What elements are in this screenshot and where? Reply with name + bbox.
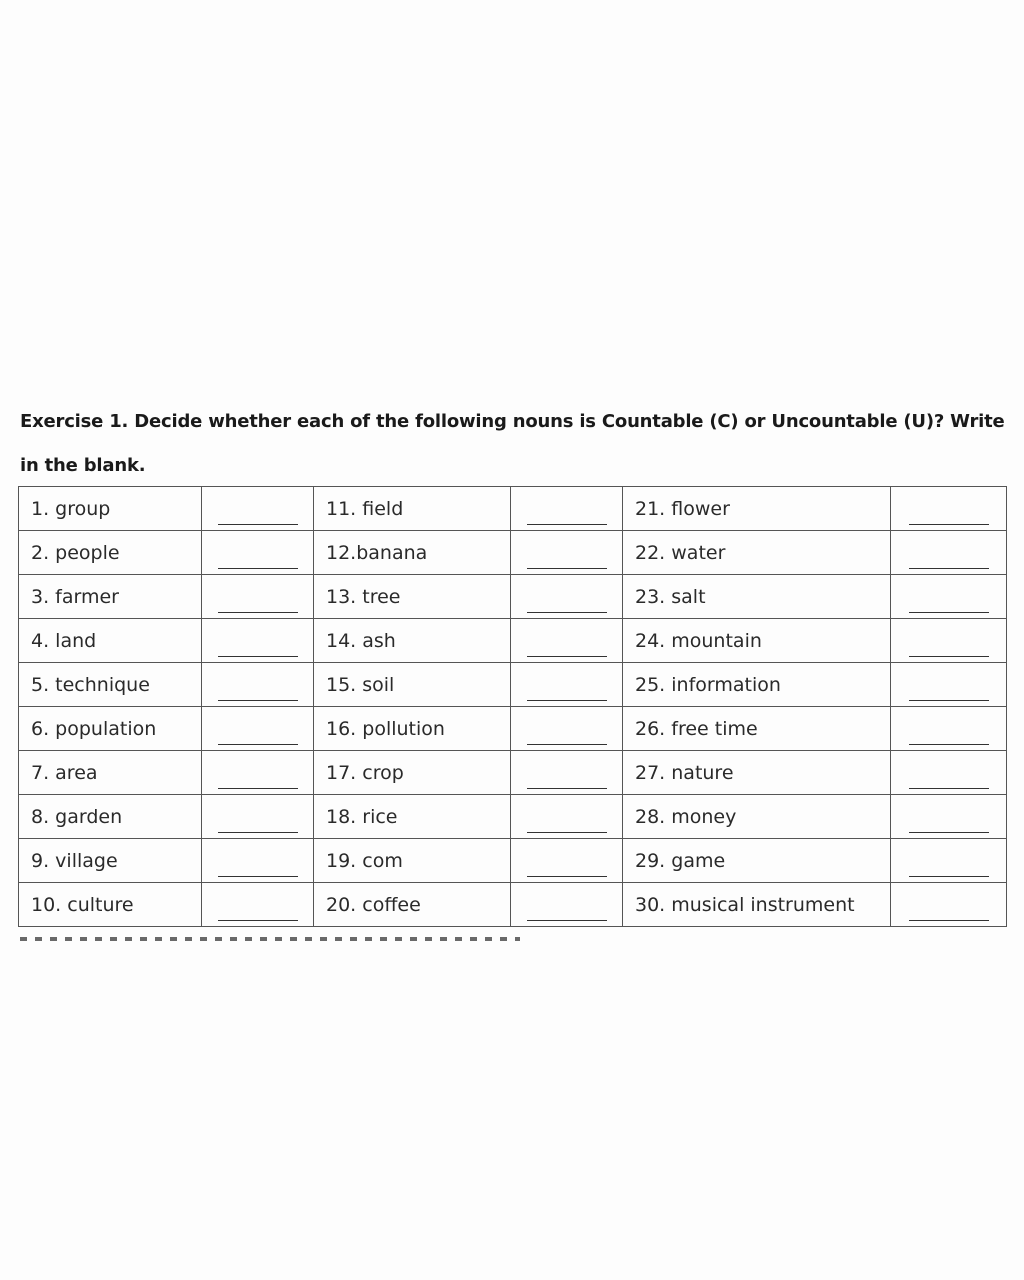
answer-blank[interactable]: [891, 883, 1007, 927]
blank-line: [527, 612, 607, 613]
exercise-instructions: [20, 400, 1010, 488]
table-row: [19, 839, 1007, 883]
table-row: [19, 531, 1007, 575]
noun-cell: 11. field: [314, 487, 511, 531]
noun-cell: 6. population: [19, 707, 202, 751]
noun-cell: 28. money: [623, 795, 891, 839]
blank-line: [527, 568, 607, 569]
noun-cell: 22. water: [623, 531, 891, 575]
answer-blank[interactable]: [891, 795, 1007, 839]
noun-cell: 10. culture: [19, 883, 202, 927]
noun-cell: 27. nature: [623, 751, 891, 795]
answer-blank[interactable]: [891, 751, 1007, 795]
blank-line: [218, 700, 298, 701]
noun-cell: 30. musical instrument: [623, 883, 891, 927]
table-row: [19, 575, 1007, 619]
noun-cell: 19. com: [314, 839, 511, 883]
noun-cell: 15. soil: [314, 663, 511, 707]
answer-blank[interactable]: [202, 619, 314, 663]
blank-line: [909, 524, 989, 525]
blank-line: [218, 744, 298, 745]
noun-cell: 29. game: [623, 839, 891, 883]
noun-cell: 8. garden: [19, 795, 202, 839]
noun-cell: 13. tree: [314, 575, 511, 619]
blank-line: [909, 568, 989, 569]
answer-blank[interactable]: [202, 531, 314, 575]
answer-blank[interactable]: [511, 883, 623, 927]
answer-blank[interactable]: [511, 751, 623, 795]
answer-blank[interactable]: [511, 531, 623, 575]
noun-cell: 25. information: [623, 663, 891, 707]
answer-blank[interactable]: [202, 883, 314, 927]
answer-blank[interactable]: [202, 707, 314, 751]
table-row: [19, 619, 1007, 663]
noun-cell: 20. coffee: [314, 883, 511, 927]
noun-cell: 23. salt: [623, 575, 891, 619]
answer-blank[interactable]: [202, 663, 314, 707]
exercise-title-line-1: Exercise 1. Decide whether each of the following nouns is Countable (C) or Uncountable (U)? Write: [20, 411, 1005, 432]
blank-line: [909, 700, 989, 701]
table-row: [19, 487, 1007, 531]
blank-line: [218, 612, 298, 613]
answer-blank[interactable]: [511, 663, 623, 707]
blank-line: [218, 524, 298, 525]
exercise-title-line-2: in the blank.: [20, 455, 146, 476]
answer-blank[interactable]: [202, 839, 314, 883]
blank-line: [909, 876, 989, 877]
blank-line: [527, 876, 607, 877]
table-row: [19, 707, 1007, 751]
answer-blank[interactable]: [202, 795, 314, 839]
noun-cell: 4. land: [19, 619, 202, 663]
noun-cell: 12.banana: [314, 531, 511, 575]
blank-line: [218, 656, 298, 657]
noun-cell: 16. pollution: [314, 707, 511, 751]
noun-cell: 7. area: [19, 751, 202, 795]
blank-line: [909, 788, 989, 789]
blank-line: [909, 744, 989, 745]
answer-blank[interactable]: [202, 487, 314, 531]
blank-line: [909, 612, 989, 613]
answer-blank[interactable]: [511, 619, 623, 663]
table-row: [19, 883, 1007, 927]
answer-blank[interactable]: [891, 531, 1007, 575]
blank-line: [527, 920, 607, 921]
page-cut-edge: [20, 937, 520, 941]
noun-cell: 26. free time: [623, 707, 891, 751]
answer-blank[interactable]: [891, 663, 1007, 707]
blank-line: [218, 788, 298, 789]
noun-cell: 5. technique: [19, 663, 202, 707]
noun-cell: 24. mountain: [623, 619, 891, 663]
blank-line: [527, 656, 607, 657]
noun-cell: 18. rice: [314, 795, 511, 839]
table-row: [19, 663, 1007, 707]
noun-table: [18, 486, 1007, 927]
blank-line: [527, 700, 607, 701]
noun-cell: 17. crop: [314, 751, 511, 795]
noun-cell: 3. farmer: [19, 575, 202, 619]
answer-blank[interactable]: [891, 619, 1007, 663]
blank-line: [218, 832, 298, 833]
answer-blank[interactable]: [202, 575, 314, 619]
table-row: [19, 795, 1007, 839]
blank-line: [527, 524, 607, 525]
answer-blank[interactable]: [511, 795, 623, 839]
blank-line: [909, 920, 989, 921]
table-row: [19, 751, 1007, 795]
noun-cell: 21. flower: [623, 487, 891, 531]
blank-line: [527, 832, 607, 833]
answer-blank[interactable]: [511, 707, 623, 751]
blank-line: [527, 744, 607, 745]
answer-blank[interactable]: [891, 707, 1007, 751]
blank-line: [218, 920, 298, 921]
noun-cell: 2. people: [19, 531, 202, 575]
answer-blank[interactable]: [511, 839, 623, 883]
noun-cell: 9. village: [19, 839, 202, 883]
noun-cell: 1. group: [19, 487, 202, 531]
answer-blank[interactable]: [202, 751, 314, 795]
blank-line: [909, 832, 989, 833]
answer-blank[interactable]: [891, 487, 1007, 531]
answer-blank[interactable]: [511, 487, 623, 531]
noun-cell: 14. ash: [314, 619, 511, 663]
blank-line: [218, 876, 298, 877]
blank-line: [218, 568, 298, 569]
blank-line: [527, 788, 607, 789]
answer-blank[interactable]: [511, 575, 623, 619]
answer-blank[interactable]: [891, 575, 1007, 619]
blank-line: [909, 656, 989, 657]
answer-blank[interactable]: [891, 839, 1007, 883]
